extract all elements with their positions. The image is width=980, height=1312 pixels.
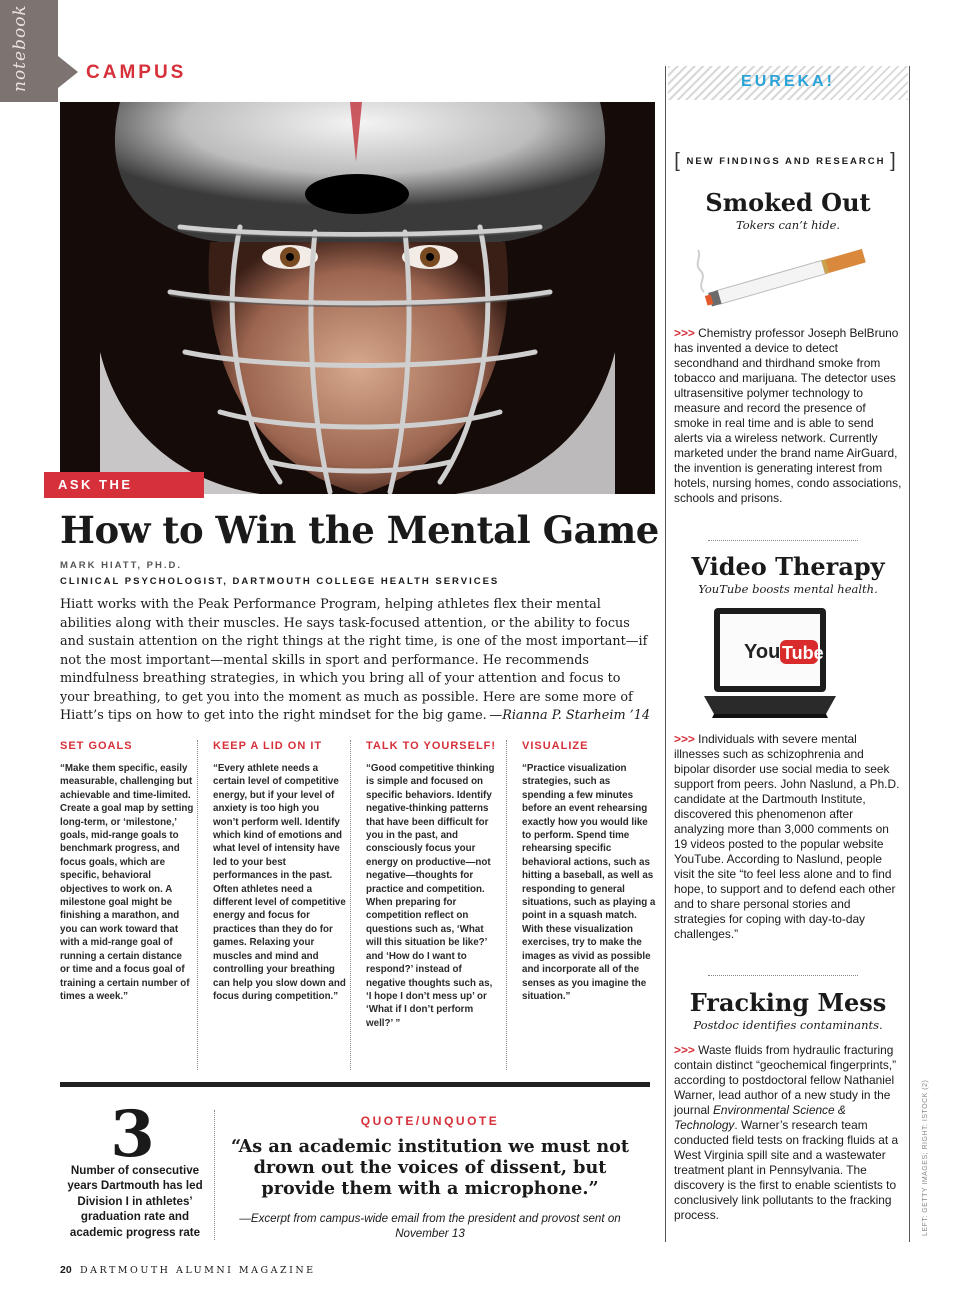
sidebar-subtitle: YouTube boosts mental health. — [698, 582, 878, 596]
new-findings-label — [674, 150, 898, 173]
column-divider — [197, 740, 198, 1070]
photo-credit: LEFT: GETTY IMAGES; RIGHT: ISTOCK (2) — [922, 1079, 929, 1236]
sidebar-text: Individuals with severe mental illnesses such as schizophrenia and bipolar disorder use social media to seek support from peers. John Naslund, a Ph.D. candidate at the Dartmouth Institute, discovered this phenomenon after analyzing more than 3,000 comments on 19 videos posted to the popular website YouTube. According to Naslund, people visit the site “to feel less alone and to find hope, to support and to defend each other and to share personal stories and strategies for coping with day-to-day challenges.” — [674, 732, 900, 941]
laptop-youtube-icon — [700, 604, 840, 720]
sidebar-body-fracking-mess — [674, 1043, 902, 1223]
tip-text: “Every athlete needs a certain level of competitive energy, but if your level of anxiety is too high you won’t perform well. Identify which kind of emotions and what level of intensity have led to your best performances in the past. Often athletes need a different level of competitive energy and focus for practices than they do for games. Relaxing your muscles and mind and controlling your breathing can help you slow down and focus during competition.” — [213, 763, 346, 1002]
intro-credit: —Rianna P. Starheim ’14 — [489, 708, 650, 723]
author-title: CLINICAL PSYCHOLOGIST, DARTMOUTH COLLEGE HEALTH SERVICES — [60, 576, 500, 587]
stat-description: Number of consecutive years Dartmouth has led Division I in athletes’ graduation rate and academic progress rate — [67, 1164, 203, 1239]
sidebar-title-fracking-mess: Fracking Mess — [689, 988, 887, 1017]
tab-arrow-icon — [58, 56, 78, 88]
sidebar-subtitle: Postdoc identifies contaminants. — [693, 1018, 883, 1032]
bracket-right-icon: ] — [890, 150, 898, 172]
bullet-chevrons-icon: >>> — [674, 732, 695, 746]
subheader-text: NEW FINDINGS AND RESEARCH — [686, 156, 886, 167]
youtube-you: You — [744, 641, 781, 663]
page-number: 20 — [60, 1264, 72, 1276]
column-divider — [214, 1110, 215, 1240]
quote-text: “As an academic institution we must not drown out the voices of dissent, but provide them with a microphone.” — [230, 1136, 630, 1199]
sidebar-title-video-therapy: Video Therapy — [691, 552, 885, 581]
sidebar-text: Chemistry professor Joseph BelBruno has invented a device to detect secondhand and thirdhand smoke from tobacco and marijuana. The detector uses ultrasensitive polymer technology to measure and record the presence of smoke in real time and is able to send alerts via a wireless network. Currently marketed under the brand name AirGuard, the invention is generating interest from hotels, nursing homes, condo associations, schools and prisons. — [674, 326, 902, 505]
tip-text: “Make them specific, easily measurable, challenging but achievable and time-limited. Create a goal map by setting long-term, or ‘milestone,’ goals, mid-range goals to benchmark progress, and focus goals, which are specific, behavioral objectives to work on. A milestone goal might be finishing a marathon, and you can work toward that with a mid-range goal of running a certain distance or time and a focus goal of training a certain number of times a week.” — [60, 763, 194, 1002]
journal-name: Environmental Science & Technology — [674, 1103, 846, 1132]
hero-photo-goalie-mask — [60, 102, 655, 494]
section-label: CAMPUS — [86, 62, 187, 83]
sidebar-title-smoked-out: Smoked Out — [705, 188, 871, 217]
column-divider — [350, 740, 351, 1070]
notebook-label: notebook — [10, 4, 30, 92]
quote-source: —Excerpt from campus-wide email from the president and provost sent on November 13 — [239, 1212, 621, 1240]
tip-text: “Practice visualization strategies, such as spending a few minutes before an event rehearsing exactly how you would like to perform. Spend time rehearsing specific behavioral actions, such as hitting a baseball, as well as responding to general situations, such as playing a point in a squash match. With these visualization exercises, try to make the images as vivid as possible and incorporate all of the senses as you imagine the situation.” — [522, 763, 656, 1002]
article-headline: How to Win the Mental Game — [60, 508, 659, 552]
tip-set-goals — [60, 740, 194, 1003]
sidebar-divider — [708, 540, 858, 541]
tip-title: SET GOALS — [60, 740, 133, 752]
sidebar-text: . Warner’s research team conducted field tests on fracking fluids at a West Virginia spill site and a wastewater treatment plant in Pennsylvania. The discovery is the first to enable scientists to conclusively link pollutants to the fracking process. — [674, 1118, 899, 1222]
tip-title: KEEP A LID ON IT — [213, 740, 323, 752]
stat-number: 3 — [110, 1097, 155, 1172]
eureka-header: EUREKA! — [741, 73, 835, 90]
goalie-mask-illustration — [60, 102, 655, 494]
section-rule — [60, 1082, 650, 1087]
quote-label: QUOTE/UNQUOTE — [360, 1114, 500, 1128]
bullet-chevrons-icon: >>> — [674, 326, 695, 340]
tip-title: TALK TO YOURSELF! — [366, 740, 497, 752]
sidebar-body-smoked-out — [674, 326, 902, 506]
magazine-name: DARTMOUTH ALUMNI MAGAZINE — [80, 1265, 316, 1276]
sidebar-body-video-therapy — [674, 732, 902, 942]
bullet-chevrons-icon: >>> — [674, 1043, 695, 1057]
article-intro — [60, 596, 650, 726]
sidebar-text: Waste fluids from hydraulic fracturing contain distinct “geochemical fingerprints,” according to postdoctoral fellow Nathaniel Warner, lead author of a new study in the journal — [674, 1043, 897, 1117]
tip-text: “Good competitive thinking is simple and focused on specific behaviors. Identify negative-thinking patterns that have been difficult for you in the past, and consciously focus your energy on productive—not negative—thoughts for practice and competition. When preparing for competition reflect on questions such as, ‘What will this situation be like?’ and ‘How do I want to respond?’ instead of negative thoughts such as, ‘I hope I don’t mess up’ or ‘What if I don’t perform well?’ ” — [366, 763, 495, 1029]
sidebar-divider — [708, 975, 858, 976]
tip-title: VISUALIZE — [522, 740, 589, 752]
youtube-tube: Tube — [782, 643, 824, 663]
notebook-tab — [0, 0, 58, 102]
ask-the-expert-badge: ASK THE EXPERT — [44, 472, 204, 498]
cigarette-icon — [694, 234, 884, 310]
intro-text: Hiatt works with the Peak Performance Program, helping athletes flex their mental abilities along with their muscles. He says task-focused attention, or the ability to focus and sustain attention on the right things at the right time, is one of the most important—if not the most important—mental skills in sport and performance. He recommends mindfulness breathing strategies, in which you bring all of your attention and focus to your breathing, to get you into the moment as much as possible. Here are some more of Hiatt’s tips on how to get into the right mindset for the big game. — [60, 597, 648, 723]
tip-keep-a-lid-on-it — [213, 740, 347, 1003]
author-name: MARK HIATT, PH.D. — [60, 560, 182, 571]
tip-talk-to-yourself — [366, 740, 500, 1030]
bracket-left-icon: [ — [674, 150, 682, 172]
tip-visualize — [522, 740, 656, 1003]
column-divider — [506, 740, 507, 1070]
sidebar-subtitle: Tokers can’t hide. — [735, 218, 841, 232]
